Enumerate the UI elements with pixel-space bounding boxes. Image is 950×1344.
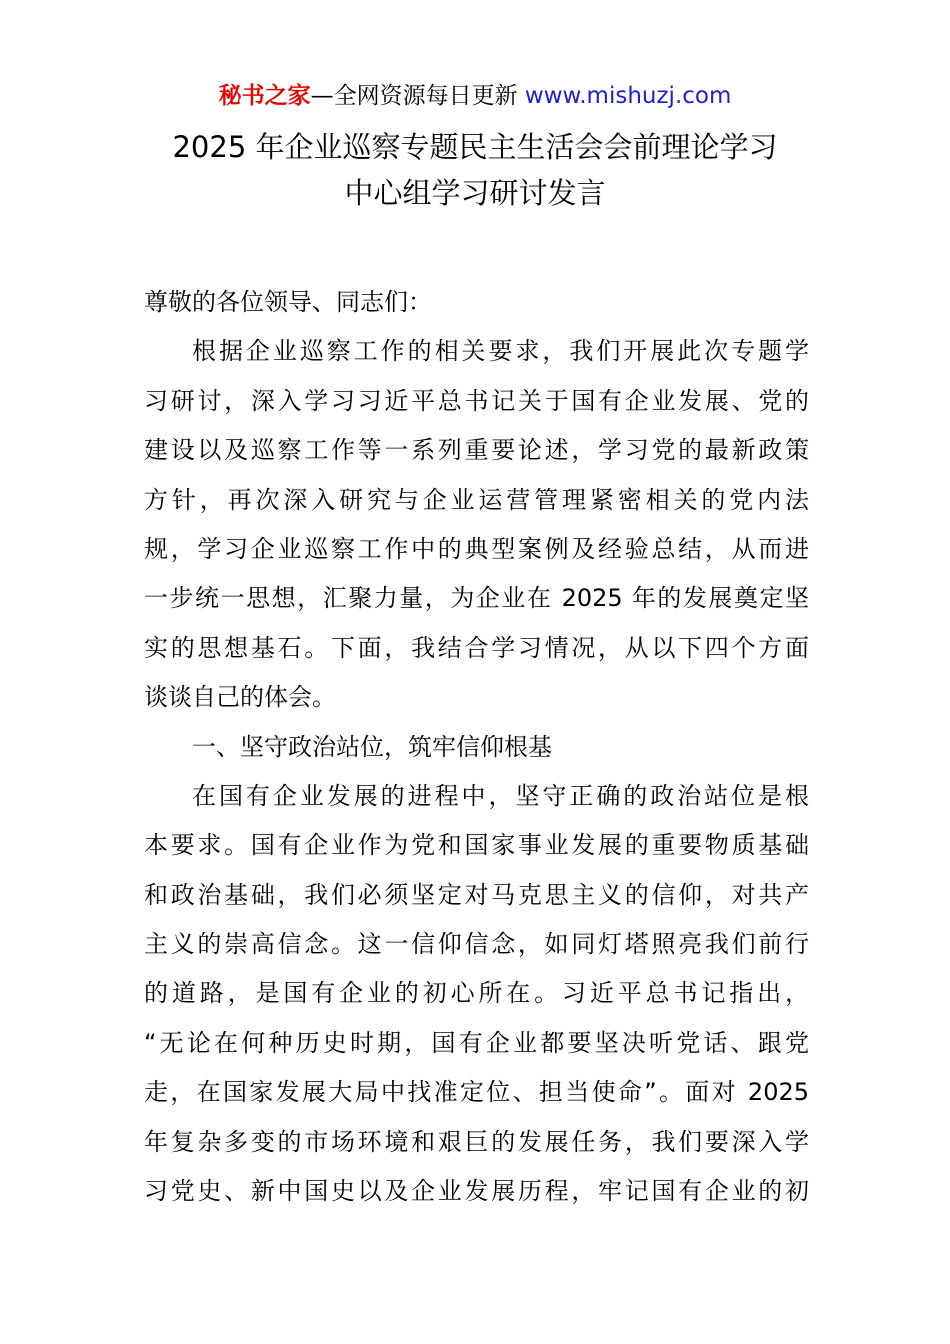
paragraph-line: 谈谈自己的体会。 bbox=[144, 683, 336, 712]
paragraph-line: 和政治基础，我们必须坚定对马克思主义的信仰，对共产 bbox=[144, 880, 809, 909]
title-line-1: 2025 年企业巡察专题民主生活会会前理论学习 bbox=[172, 130, 778, 164]
title-line-2: 中心组学习研讨发言 bbox=[344, 176, 606, 210]
paragraph-line: 规，学习企业巡察工作中的典型案例及经验总结，从而进 bbox=[144, 534, 809, 563]
salutation: 尊敬的各位领导、同志们： bbox=[144, 288, 432, 316]
paragraph-line: 习研讨，深入学习习近平总书记关于国有企业发展、党的 bbox=[144, 386, 809, 415]
document-body bbox=[144, 278, 809, 1216]
paragraph-line: 走，在国家发展大局中找准定位、担当使命”。面对 2025 bbox=[144, 1078, 809, 1107]
paragraph-line: “无论在何种历史时期，国有企业都要坚决听党话、跟党 bbox=[144, 1028, 809, 1057]
site-url-link[interactable]: www.mishuzj.com bbox=[524, 83, 732, 109]
paragraph-line: 本要求。国有企业作为党和国家事业发展的重要物质基础 bbox=[144, 831, 809, 860]
paragraph-line: 一步统一思想，汇聚力量，为企业在 2025 年的发展奠定坚 bbox=[144, 584, 809, 613]
paragraph-line: 年复杂多变的市场环境和艰巨的发展任务，我们要深入学 bbox=[144, 1127, 809, 1156]
paragraph-line: 在国有企业发展的进程中，坚守正确的政治站位是根 bbox=[192, 781, 809, 810]
site-header bbox=[0, 80, 950, 112]
site-tagline: —全网资源每日更新 bbox=[310, 83, 525, 109]
paragraph-line: 实的思想基石。下面，我结合学习情况，从以下四个方面 bbox=[144, 633, 809, 662]
paragraph-line: 建设以及巡察工作等一系列重要论述，学习党的最新政策 bbox=[144, 436, 809, 465]
paragraph-line: 的道路，是国有企业的初心所在。习近平总书记指出， bbox=[144, 979, 809, 1008]
paragraph-line: 根据企业巡察工作的相关要求，我们开展此次专题学 bbox=[192, 337, 809, 366]
section-heading: 一、坚守政治站位，筑牢信仰根基 bbox=[192, 732, 552, 761]
paragraph-line: 方针，再次深入研究与企业运营管理紧密相关的党内法 bbox=[144, 485, 809, 514]
paragraph-line: 主义的崇高信念。这一信仰信念，如同灯塔照亮我们前行 bbox=[144, 930, 809, 959]
document-title bbox=[0, 124, 950, 216]
paragraph-line: 习党史、新中国史以及企业发展历程，牢记国有企业的初 bbox=[144, 1177, 809, 1206]
site-name: 秘书之家 bbox=[218, 83, 311, 109]
